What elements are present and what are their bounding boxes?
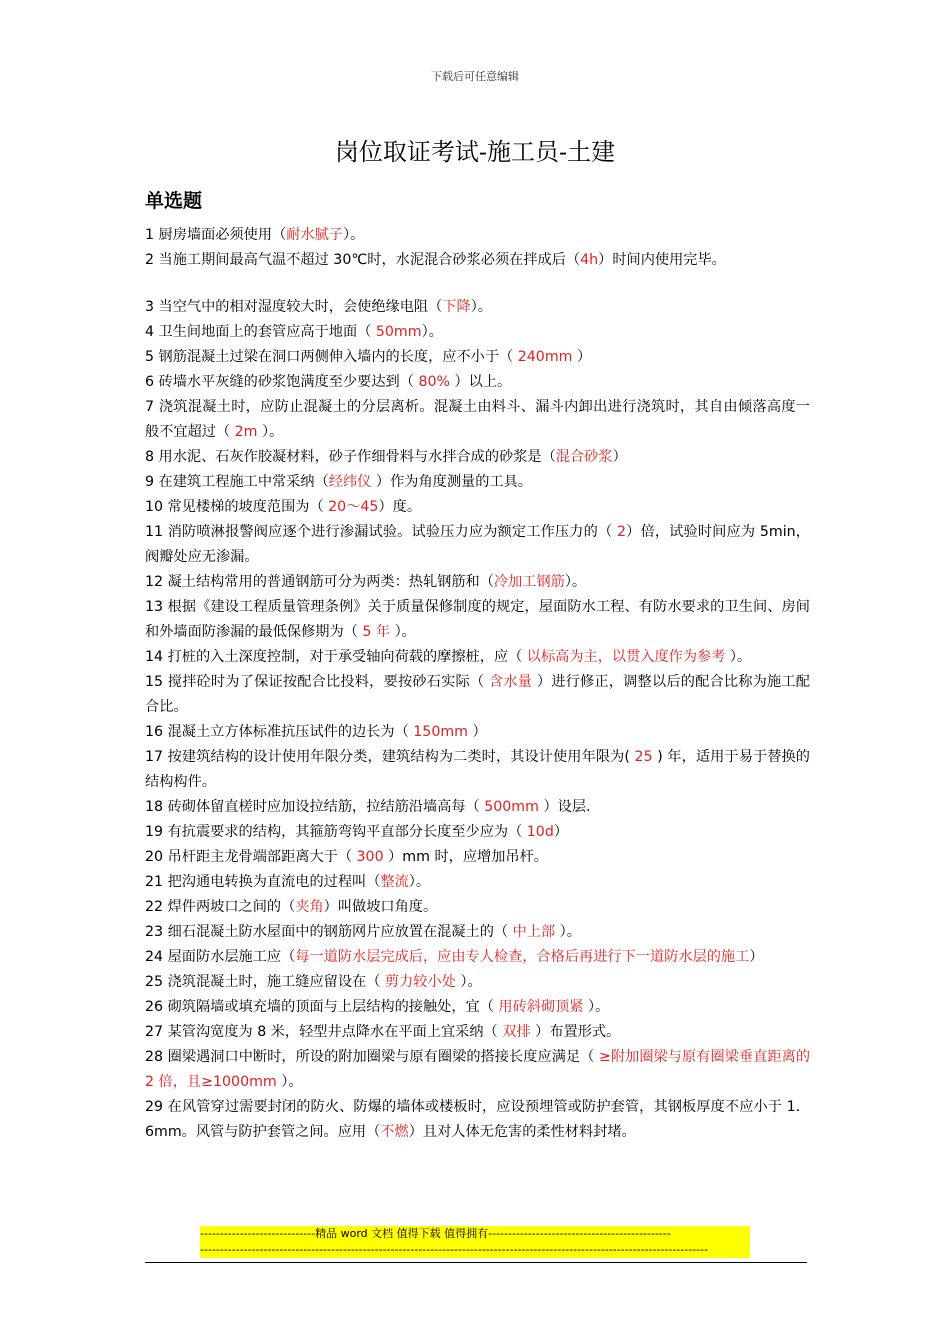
question-text: 8 用水泥、石灰作胶凝材料，砂子作细骨料与水拌合成的砂浆是（	[145, 449, 556, 465]
answer-text: 经纬仪	[328, 474, 372, 490]
question-item	[145, 1045, 810, 1095]
question-text: 15 搅拌砼时为了保证按配合比投料，要按砂石实际（	[145, 674, 489, 690]
question-item	[145, 1020, 810, 1045]
question-item	[145, 395, 810, 445]
question-text-end: ）设层.	[538, 799, 591, 815]
question-text: 2 当施工期间最高气温不超过 30℃时，水泥混合砂浆必须在拌成后（	[145, 252, 581, 268]
question-text-end: ）布置形式。	[530, 1024, 621, 1040]
question-text: 5 钢筋混凝土过梁在洞口两侧伸入墙内的长度，应不小于（	[145, 349, 518, 365]
question-text-end: ）以上。	[449, 374, 512, 390]
question-text: 19 有抗震要求的结构，其箍筋弯钩平直部分长度至少应为（	[145, 824, 527, 840]
answer-text: 下降	[442, 299, 471, 315]
question-item	[145, 495, 810, 520]
question-item	[145, 795, 810, 820]
question-text-end: ）作为角度测量的工具。	[371, 474, 532, 490]
question-item	[145, 920, 810, 945]
question-item	[145, 295, 810, 320]
question-text: 6 砖墙水平灰缝的砂浆饱满度至少要达到（	[145, 374, 419, 390]
question-text: 27 某管沟宽度为 8 米，轻型井点降水在平面上宜采纳（	[145, 1024, 503, 1040]
footer-banner	[200, 1226, 750, 1258]
question-text-end: ）且对人体无危害的柔性材料封堵。	[408, 1124, 636, 1140]
answer-text: 整流	[380, 874, 409, 890]
question-text: 1 厨房墙面必须使用（	[145, 227, 287, 243]
question-text-end: ）时间内使用完毕。	[598, 252, 726, 268]
answer-text: 不燃	[380, 1124, 409, 1140]
question-text-end: ）。	[555, 924, 581, 940]
question-text: 10 常见楼梯的坡度范围为（	[145, 499, 329, 515]
question-text: 3 当空气中的相对湿度较大时，会使绝缘电阻（	[145, 299, 443, 315]
footer-line-2: --------------------------------------------------------------------------------------------------------------------------------	[200, 1243, 709, 1256]
question-text: 16 混凝土立方体标准抗压试件的边长为（	[145, 724, 414, 740]
answer-text: 20～45	[328, 499, 379, 515]
question-item	[145, 645, 810, 670]
question-item	[145, 470, 810, 495]
question-text-end: ）。	[257, 424, 284, 440]
question-text-end: ）	[612, 449, 627, 465]
question-item	[145, 945, 810, 970]
question-text: 21 把沟通电转换为直流电的过程叫（	[145, 874, 381, 890]
question-text: 14 打桩的入土深度控制，对于承受轴向荷载的摩擦桩，应（	[145, 649, 527, 665]
footer-rule	[145, 1262, 807, 1263]
answer-text: 300	[356, 849, 384, 865]
answer-text: 双排	[502, 1024, 531, 1040]
question-text: 28 圈梁遇洞口中断时，所设的附加圈梁与原有圈梁的搭接长度应满足（	[145, 1049, 599, 1065]
question-item	[145, 248, 810, 273]
question-text: 11 消防喷淋报警阀应逐个进行渗漏试验。试验压力应为额定工作压力的（	[145, 524, 617, 540]
answer-text: 2	[616, 524, 626, 540]
question-text-end: ）进行修正，调整以后的配合比称为施工配合比。	[145, 674, 810, 715]
question-text: 12 凝土结构常用的普通钢筋可分为两类：热轧钢筋和（	[145, 574, 494, 590]
document-title: 岗位取证考试-施工员-土建	[334, 138, 616, 166]
question-item	[145, 520, 810, 570]
question-item	[145, 970, 810, 995]
answer-text: 10d	[526, 824, 554, 840]
question-item	[145, 223, 810, 248]
question-item	[145, 345, 810, 370]
answer-text: 混合砂浆	[555, 449, 613, 465]
answer-text: 2m	[234, 424, 258, 440]
question-item	[145, 1095, 810, 1145]
question-item	[145, 320, 810, 345]
question-text: 4 卫生间地面上的套管应高于地面（	[145, 324, 376, 340]
question-text-end: ）	[553, 824, 569, 840]
question-text-end: ）。	[343, 227, 365, 243]
question-text-end: ）	[749, 949, 764, 965]
answer-text: 夹角	[295, 899, 324, 915]
question-item	[145, 870, 810, 895]
question-text: 9 在建筑工程施工中常采纳（	[145, 474, 329, 490]
question-item	[145, 845, 810, 870]
answer-text: 150mm	[413, 724, 468, 740]
question-list	[145, 223, 810, 1145]
question-text-end: ）。	[470, 299, 492, 315]
question-text-end: ）。	[725, 649, 752, 665]
answer-text: 用砖斜砌顶紧	[498, 999, 584, 1015]
question-text-end: ）。	[276, 1074, 303, 1090]
section-heading: 单选题	[145, 190, 203, 212]
answer-text: 500mm	[484, 799, 539, 815]
question-item	[145, 720, 810, 745]
answer-text: 50mm	[375, 324, 422, 340]
answer-text: 以标高为主，以贯入度作为参考	[526, 649, 726, 665]
answer-text: 含水量	[488, 674, 533, 690]
question-item	[145, 370, 810, 395]
answer-text: 80%	[418, 374, 450, 390]
question-item	[145, 670, 810, 720]
question-item	[145, 570, 810, 595]
question-text: 22 焊件两坡口之间的（	[145, 899, 296, 915]
answer-text: 5 年	[362, 624, 391, 640]
footer-line-1: -----------------------------精品 word 文档 值得下载 值得拥有----------------------------------------------	[200, 1227, 671, 1240]
question-item	[145, 820, 810, 845]
question-text-end: ）。	[583, 999, 610, 1015]
question-text: 18 砖砌体留直槎时应加设拉结筋，拉结筋沿墙高每（	[145, 799, 485, 815]
question-item	[145, 445, 810, 470]
question-text: 13 根据《建设工程质量管理条例》关于质量保修制度的规定，屋面防水工程、有防水要求的卫生间、房间和外墙面防渗漏的最低保修期为（	[145, 599, 810, 640]
question-text-end: ）	[572, 349, 592, 365]
question-text: 23 细石混凝土防水屋面中的钢筋网片应放置在混凝土的（	[145, 924, 513, 940]
answer-text: 剪力较小处	[384, 974, 456, 990]
question-text: 25 浇筑混凝土时，施工缝应留设在（	[145, 974, 385, 990]
answer-text: 240mm	[517, 349, 573, 365]
question-item	[145, 895, 810, 920]
question-text-end: ）。	[564, 574, 587, 590]
question-text-end: ）。	[421, 324, 443, 340]
question-text: 26 砌筑隔墙或填充墙的顶面与上层结构的接触处，宜（	[145, 999, 499, 1015]
answer-text: ≥附加圈梁与原有圈梁垂直距离的 2 倍，且≥1000mm	[145, 1049, 811, 1090]
answer-text: 中上部	[512, 924, 556, 940]
question-item	[145, 995, 810, 1020]
answer-text: 4h	[580, 252, 599, 268]
question-text: 29 在风管穿过需要封闭的防火、防爆的墙体或楼板时，应设预埋管或防护套管，其钢板厚度不应小于 1．6mm。风管与防护套管之间。应用（	[145, 1099, 810, 1140]
question-text-end: ）。	[455, 974, 482, 990]
question-text: 20 吊杆距主龙骨端部距离大于（	[145, 849, 357, 865]
page-header: 下载后可任意编辑	[431, 70, 519, 83]
question-item	[145, 595, 810, 645]
question-text-end: ）。	[408, 874, 431, 890]
answer-text: 25	[634, 749, 653, 765]
answer-text: 耐水腻子	[286, 227, 343, 243]
answer-text: 冷加工钢筋	[493, 574, 565, 590]
question-text-end: ）	[468, 724, 487, 740]
question-text-end: ）mm 时，应增加吊杆。	[383, 849, 548, 865]
answer-text: 每一道防水层完成后，应由专人检查，合格后再进行下一道防水层的施工	[295, 949, 750, 965]
question-text-end: ）倍，试验时间应为 5min，阀瓣处应无渗漏。	[145, 524, 810, 565]
question-text: 17 按建筑结构的设计使用年限分类，建筑结构为二类时，其设计使用年限为(	[145, 749, 635, 765]
question-text-end: ）度。	[378, 499, 422, 515]
blank-line	[145, 273, 810, 295]
question-text-end: ）叫做坡口角度。	[323, 899, 438, 915]
question-item	[145, 745, 810, 795]
question-text-end: ) 年，适用于易于替换的结构构件。	[145, 749, 810, 790]
question-text: 24 屋面防水层施工应（	[145, 949, 296, 965]
question-text-end: ）。	[390, 624, 416, 640]
question-text: 7 浇筑混凝土时，应防止混凝土的分层离析。混凝土由料斗、漏斗内卸出进行浇筑时，其自由倾落高度一般不宜超过（	[145, 399, 810, 440]
